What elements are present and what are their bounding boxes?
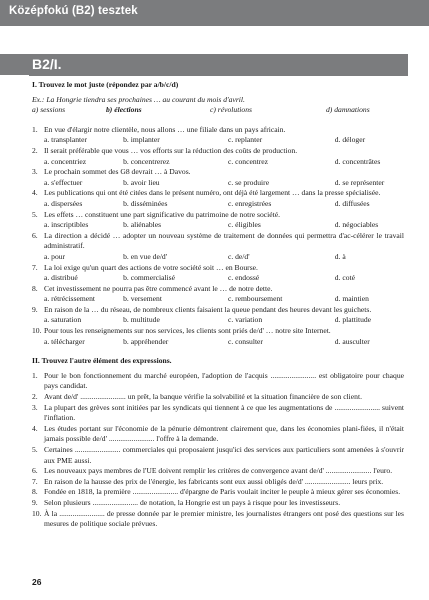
example-options <box>32 105 404 116</box>
expression-number: 5. <box>32 445 38 454</box>
answer-option: b. implanter <box>123 135 160 145</box>
section-divider <box>29 75 408 76</box>
question-item <box>32 167 404 178</box>
answer-option: c. de/d' <box>227 251 250 261</box>
question-options <box>44 337 404 348</box>
expression-item <box>32 509 404 530</box>
answer-option: b. aliénables <box>123 220 162 230</box>
example-option: c) révolutions <box>210 105 252 115</box>
expression-number: 2. <box>32 392 38 402</box>
answer-option: b. multitude <box>123 315 160 325</box>
answer-option: b. avoir lieu <box>123 177 160 187</box>
expression-text: Selon plusieurs ........................ de notation, la Hongrie est un pays à risque pour les investisseurs. <box>44 497 341 507</box>
question-number: 2. <box>32 145 38 155</box>
question-item <box>32 231 404 252</box>
expression-number: 1. <box>32 370 38 380</box>
example-option-answer: b) élections <box>106 105 142 115</box>
expression-item <box>32 445 404 466</box>
question-text: Les effets … constituent une part significative du patrimoine de notre société. <box>44 209 281 219</box>
answer-option: b. concentrerez <box>123 156 170 166</box>
answer-option: b. versement <box>123 294 162 304</box>
answer-option: a. inscriptibles <box>44 220 89 230</box>
part2-question-list <box>32 371 404 530</box>
answer-option: a. pour <box>44 251 66 261</box>
answer-option: a. télécharger <box>44 336 85 346</box>
question-text: La direction a décidé … adopter un nouveau système de traitement de données qui permettra d'ac-célérer le travail administratif. <box>44 230 404 251</box>
expression-item <box>32 371 404 392</box>
question-number: 10. <box>32 326 42 336</box>
question-item <box>32 263 404 274</box>
answer-option: d. ausculter <box>334 336 370 346</box>
answer-option: a. distribué <box>44 273 78 283</box>
expression-text: Certaines ........................ commerciales qui proposaient jusqu'ici des services aux particuliers sont amenées à s'ouvrir aux PME aussi. <box>44 445 404 465</box>
answer-option: d. diffusées <box>334 198 370 208</box>
question-text: Il serait préférable que vous … vos efforts sur la réduction des coûts de production. <box>44 145 298 155</box>
part1-heading: I. Trouvez le mot juste (répondez par a/b/c/d) <box>32 80 179 89</box>
question-item <box>32 210 404 221</box>
expression-text: Avant de/d' ........................ un prêt, la banque vérifie la solvabilité et la situation financière de son client. <box>44 392 362 402</box>
page-content <box>32 80 404 530</box>
expression-number: 9. <box>32 497 38 507</box>
answer-option: d. négociables <box>334 220 379 230</box>
question-text: Cet investissement ne pourra pas être commencé avant le … de notre dette. <box>44 283 273 293</box>
expression-text: Les nouveaux pays membres de l'UE doivent remplir les critères de convergence avant de/d' ........................ l'euro. <box>44 466 393 476</box>
question-options <box>44 252 404 263</box>
expression-text: Les études portant sur l'économie de la pénurie démontrent clairement que, dans les économies plani-fiées, il n'était jamais possible de/d' ........................ l'offre à la demande. <box>44 423 404 444</box>
expression-item <box>32 403 404 424</box>
answer-option: c. éligibles <box>227 220 261 230</box>
question-number: 9. <box>32 304 38 314</box>
question-number: 7. <box>32 262 38 272</box>
question-text: Pour tous les renseignements sur nos services, les clients sont priés de/d' … notre site Internet. <box>44 326 331 336</box>
expression-number: 7. <box>32 476 38 486</box>
book-header-title: Középfokú (B2) tesztek <box>9 5 138 17</box>
question-text: En raison de la … du réseau, de nombreux clients faisaient la queue pendant des heures devant les guichets. <box>44 304 372 314</box>
page-number: 26 <box>32 577 42 587</box>
question-item <box>32 305 404 316</box>
example-option: a) sessions <box>32 105 66 115</box>
answer-option: c. remboursement <box>227 294 283 304</box>
question-number: 3. <box>32 167 38 177</box>
question-item <box>32 284 404 295</box>
expression-number: 10. <box>32 508 42 518</box>
question-text: Le prochain sommet des G8 devrait … à Davos. <box>44 167 191 177</box>
question-options <box>44 199 404 210</box>
expression-text: La plupart des grèves sont initiées par les syndicats qui tiennent à ce que les augmentations de ........................ suivent l'inflation. <box>44 402 404 423</box>
question-number: 6. <box>32 230 38 240</box>
answer-option: a. s'effectuer <box>44 177 83 187</box>
answer-option: a. transplanter <box>44 135 88 145</box>
book-header-bar <box>0 0 429 26</box>
expression-number: 3. <box>32 402 38 412</box>
answer-option: d. plattitude <box>334 315 372 325</box>
answer-option: d. déloger <box>334 135 366 145</box>
answer-option: d. à <box>334 251 346 261</box>
expression-text: En raison de la hausse des prix de l'énergie, les fabricants sont eux aussi obligés de/d' ........................ leurs prix. <box>44 476 384 486</box>
question-item <box>32 125 404 136</box>
expression-item <box>32 477 404 488</box>
expression-item <box>32 424 404 445</box>
question-text: La loi exige qu'un quart des actions de votre société soit … en Bourse. <box>44 262 258 272</box>
question-number: 4. <box>32 188 38 198</box>
answer-option: c. variation <box>227 315 263 325</box>
answer-option: d. coté <box>334 273 356 283</box>
answer-option: a. concentriez <box>44 156 87 166</box>
question-number: 5. <box>32 209 38 219</box>
expression-item <box>32 392 404 403</box>
question-item <box>32 188 404 199</box>
answer-option: d. se représenter <box>334 177 385 187</box>
answer-option: a. rétrécissement <box>44 294 96 304</box>
answer-option: b. disséminées <box>123 198 168 208</box>
question-options <box>44 294 404 305</box>
section-title-bar <box>0 54 408 75</box>
answer-option: a. dispersées <box>44 198 83 208</box>
expression-number: 8. <box>32 487 38 497</box>
question-text: En vue d'élargir notre clientèle, nous allons … une filiale dans un pays africain. <box>44 124 286 134</box>
answer-option: c. enregistrées <box>227 198 272 208</box>
question-text: Les publications qui ont été citées dans le présent numéro, ont déjà été largement … dans la presse spécialisée. <box>44 188 381 198</box>
question-item <box>32 146 404 157</box>
question-options <box>44 220 404 231</box>
expression-number: 6. <box>32 466 38 476</box>
answer-option: b. commercialisé <box>123 273 175 283</box>
answer-option: d. concentrâtes <box>334 156 381 166</box>
example-option: d) damnations <box>326 105 370 115</box>
answer-option: a. saturation <box>44 315 82 325</box>
expression-text: À la ........................ de presse donnée par le premier ministre, les journalistes étrangers ont posé des questions sur les mesures de politique sociale prévues. <box>44 508 404 529</box>
question-options <box>44 135 404 146</box>
answer-option: c. consulter <box>227 336 263 346</box>
expression-number: 4. <box>32 423 38 433</box>
expression-item <box>32 498 404 509</box>
expression-text: Fondée en 1818, la première ........................ d'épargne de Paris voulait inciter le peuple à mieux gérer ses économies. <box>44 487 401 497</box>
part1-question-list <box>32 125 404 347</box>
question-options <box>44 178 404 189</box>
question-options <box>44 315 404 326</box>
answer-option: c. replanter <box>227 135 263 145</box>
answer-option: c. se produire <box>227 177 270 187</box>
question-options <box>44 157 404 168</box>
section-title: B2/I. <box>32 56 62 72</box>
part2-heading: II. Trouvez l'autre élément des expressions. <box>32 356 172 366</box>
answer-option: c. endossé <box>227 273 260 283</box>
example-sentence: Ex.: La Hongrie tiendra ses prochaines … au courant du mois d'avril. <box>32 94 245 104</box>
expression-item <box>32 466 404 477</box>
question-item <box>32 326 404 337</box>
question-number: 1. <box>32 124 38 134</box>
expression-text: Pour le bon fonctionnement du marché européen, l'adoption de l'acquis ........................ est obligatoire pour chaque pays candidat. <box>44 370 404 391</box>
answer-option: b. appréhender <box>123 336 169 346</box>
answer-option: c. concentrez <box>227 156 269 166</box>
question-options <box>44 273 404 284</box>
question-number: 8. <box>32 283 38 293</box>
answer-option: b. en vue de/d' <box>123 251 168 261</box>
expression-item <box>32 487 404 498</box>
answer-option: d. maintien <box>334 294 369 304</box>
